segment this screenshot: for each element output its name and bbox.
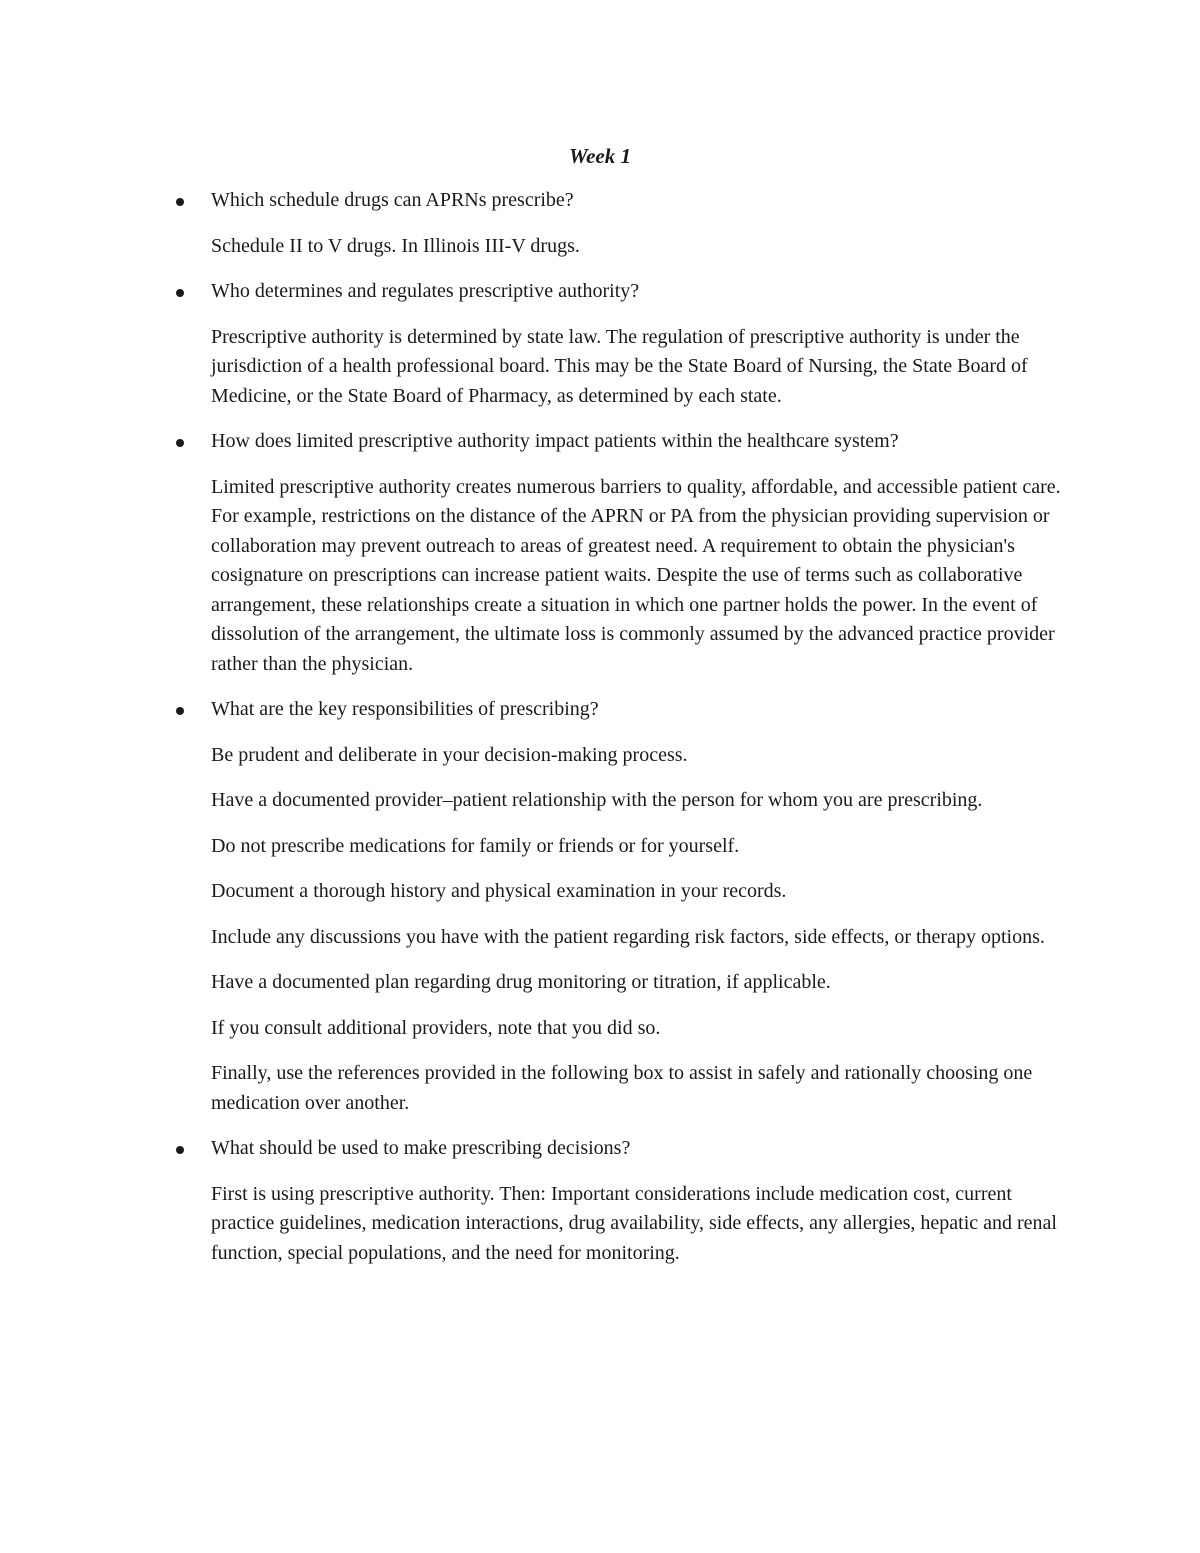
- page-title: Week 1: [568, 144, 631, 168]
- question-bullet: What are the key responsibilities of prescribing?: [211, 695, 1061, 725]
- question-bullet: Who determines and regulates prescriptive authority?: [211, 277, 1061, 307]
- answer-paragraph: Do not prescribe medications for family or friends or for yourself.: [211, 834, 740, 857]
- answer-paragraph: Finally, use the references provided in the following box to assist in safely and rationally choosing one medication over another.: [211, 1062, 1033, 1114]
- answer-paragraph: If you consult additional providers, note that you did so.: [211, 1016, 661, 1039]
- answer-paragraph: Be prudent and deliberate in your decision-making process.: [211, 743, 688, 766]
- answer-paragraph: Prescriptive authority is determined by state law. The regulation of prescriptive authority is under the jurisdiction of a health professional board. This may be the State Board of Nursing, the State Board of Medicine, or the State Board of Pharmacy, as determined by each state.: [211, 325, 1028, 407]
- answer-paragraph: Document a thorough history and physical examination in your records.: [211, 880, 787, 902]
- answer-paragraph: First is using prescriptive authority. Then: Important considerations include medication cost, current practice guidelines, medication interactions, drug availability, side effects, any allergies, hepatic and renal function, special populations, and the need for monitoring.: [211, 1182, 1057, 1264]
- answer-paragraph: Schedule II to V drugs. In Illinois III-V drugs.: [211, 234, 580, 257]
- question-bullet: How does limited prescriptive authority impact patients within the healthcare system?: [211, 427, 1061, 457]
- answer-paragraph: Have a documented provider–patient relationship with the person for whom you are prescribing.: [211, 789, 983, 811]
- question-bullet: What should be used to make prescribing decisions?: [211, 1134, 1061, 1164]
- answer-paragraph: Limited prescriptive authority creates numerous barriers to quality, affordable, and accessible patient care. For example, restrictions on the distance of the APRN or PA from the physician providing supervision or collaboration may prevent outreach to areas of greatest need. A requirement to obtain the physician's cosignature on prescriptions can increase patient waits. Despite the use of terms such as collaborative arrangement, these relationships create a situation in which one partner holds the power. In the event of dissolution of the arrangement, the ultimate loss is commonly assumed by the advanced practice provider rather than the physician.: [211, 475, 1061, 675]
- document-body: [211, 186, 1061, 1284]
- answer-paragraph: Have a documented plan regarding drug monitoring or titration, if applicable.: [211, 971, 831, 993]
- answer-paragraph: Include any discussions you have with the patient regarding risk factors, side effects, or therapy options.: [211, 925, 1045, 948]
- question-bullet: Which schedule drugs can APRNs prescribe?: [211, 186, 1061, 216]
